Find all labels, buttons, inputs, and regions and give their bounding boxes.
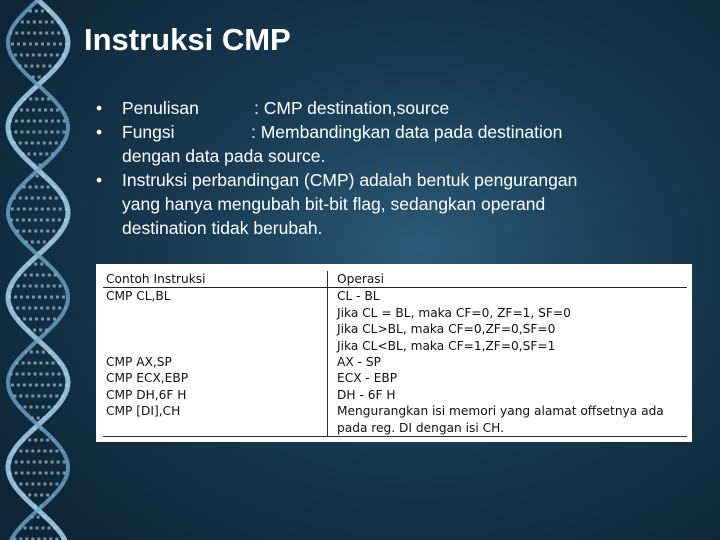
bullet-continuation: dengan data pada source. <box>122 146 326 166</box>
operation-line: pada reg. DI dengan isi CH. <box>337 420 504 435</box>
operation-cell <box>328 403 688 436</box>
instruction-table-card <box>96 264 692 442</box>
operation-line: Mengurangkan isi memori yang alamat offsetnya ada <box>337 404 664 419</box>
table-header-row <box>103 271 687 288</box>
table-row <box>103 338 687 354</box>
bullet-instruksi-perbandingan <box>94 168 694 240</box>
bullet-continuation: yang hanya mengubah bit-bit flag, sedangkan operand <box>122 194 546 214</box>
operation-cell: CL - BL <box>337 289 380 304</box>
instruction-cell: CMP AX,SP <box>103 354 328 370</box>
instruction-cell <box>103 305 328 321</box>
table-row <box>103 288 687 305</box>
instruction-cell: CMP DH,6F H <box>103 387 328 403</box>
table-row <box>103 403 687 436</box>
column-header-operasi: Operasi <box>328 271 688 288</box>
operation-cell: Jika CL<BL, maka CF=1,ZF=0,SF=1 <box>337 338 556 353</box>
bullet-label: Fungsi <box>122 122 175 142</box>
operation-cell: ECX - EBP <box>337 371 398 386</box>
table-row <box>103 321 687 337</box>
table-row <box>103 354 687 370</box>
operation-cell: AX - SP <box>337 355 381 370</box>
operation-cell: DH - 6F H <box>337 387 396 402</box>
instruction-cell: CMP CL,BL <box>103 288 328 305</box>
instruction-table <box>103 271 687 437</box>
bullet-text: : Membandingkan data pada destination <box>251 122 563 142</box>
instruction-cell: CMP [DI],CH <box>103 403 328 436</box>
bullet-list <box>94 96 694 240</box>
bullet-text: : CMP destination,source <box>254 98 450 118</box>
operation-cell: Jika CL = BL, maka CF=0, ZF=1, SF=0 <box>337 305 571 320</box>
column-header-contoh-instruksi: Contoh Instruksi <box>103 271 328 288</box>
bullet-continuation: destination tidak berubah. <box>122 218 323 238</box>
bullet-penulisan <box>94 96 694 120</box>
instruction-cell <box>103 338 328 354</box>
bullet-label: Penulisan <box>122 98 199 118</box>
bullet-text: Instruksi perbandingan (CMP) adalah bentuk pengurangan <box>122 170 578 190</box>
instruction-cell <box>103 321 328 337</box>
table-row <box>103 387 687 403</box>
table-row <box>103 305 687 321</box>
operation-cell: Jika CL>BL, maka CF=0,ZF=0,SF=0 <box>337 322 556 337</box>
instruction-cell: CMP ECX,EBP <box>103 370 328 386</box>
bullet-fungsi <box>94 120 694 168</box>
slide-title: Instruksi CMP <box>84 22 291 57</box>
table-row <box>103 370 687 386</box>
